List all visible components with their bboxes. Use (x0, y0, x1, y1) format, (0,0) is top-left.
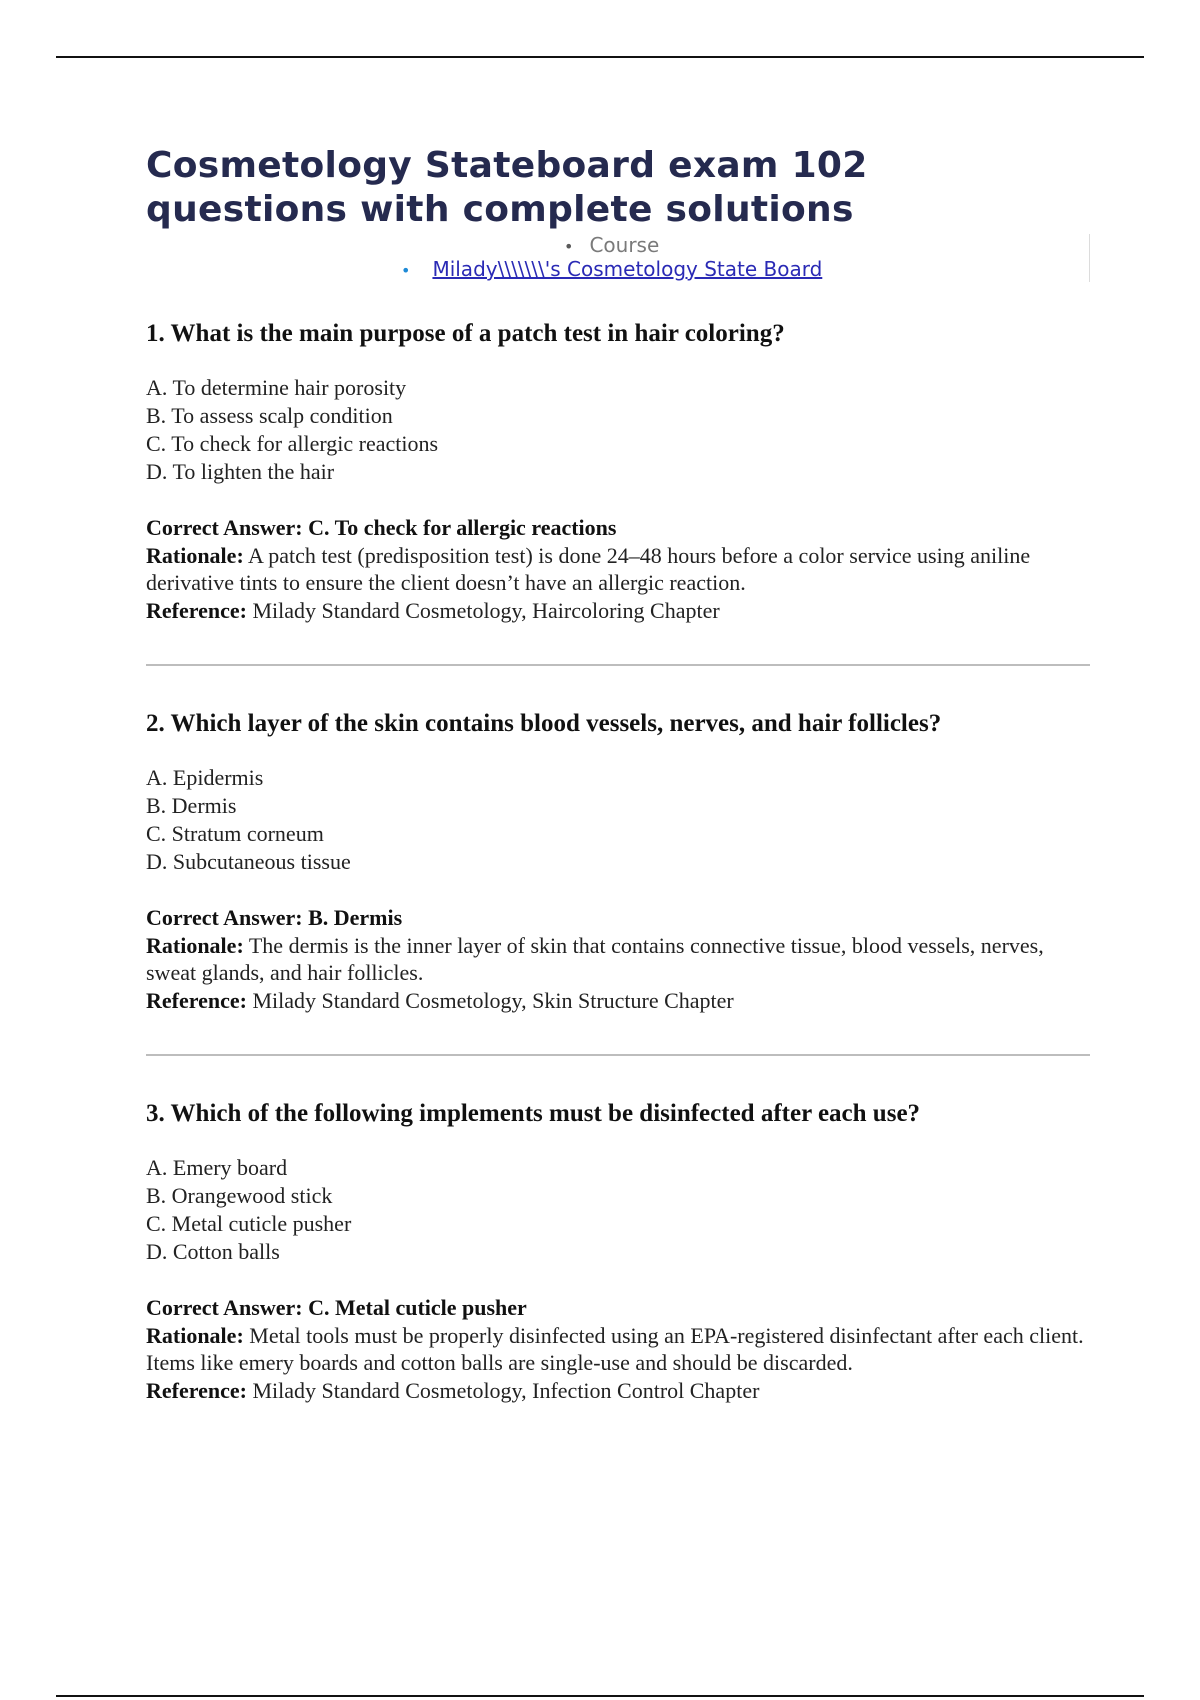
correct-answer: Correct Answer: B. Dermis (146, 905, 403, 930)
rationale (146, 1322, 1090, 1377)
course-link-row (401, 256, 822, 284)
course-label: Course (589, 233, 660, 257)
rationale (146, 542, 1090, 597)
option-c: C. Stratum corneum (146, 821, 324, 846)
section-divider (146, 1054, 1090, 1056)
page-title (146, 144, 1090, 232)
question-2 (146, 708, 1090, 1014)
option-b: B. Dermis (146, 793, 237, 818)
rationale-label: Rationale: (146, 1322, 244, 1348)
option-b: B. Orangewood stick (146, 1183, 333, 1208)
option-d: D. Subcutaneous tissue (146, 849, 351, 874)
question-title: 2. Which layer of the skin contains blood vessels, nerves, and hair follicles? (146, 710, 942, 737)
option-a: A. Emery board (146, 1155, 288, 1180)
reference (146, 597, 1090, 625)
course-meta (146, 232, 1090, 288)
course-link[interactable]: Milady\\\\\\\'s Cosmetology State Board (432, 257, 823, 281)
question-options (146, 764, 1090, 876)
reference-label: Reference: (146, 597, 247, 623)
option-d: D. Cotton balls (146, 1239, 280, 1264)
document-body (146, 144, 1090, 1404)
reference-label: Reference: (146, 1377, 247, 1403)
reference (146, 987, 1090, 1015)
option-c: C. Metal cuticle pusher (146, 1211, 352, 1236)
rationale-text: A patch test (predisposition test) is done 24–48 hours before a color service using aniline derivative tints to ensure the client doesn’t have an allergic reaction. (146, 542, 1031, 595)
top-rule (56, 56, 1144, 58)
question-title: 1. What is the main purpose of a patch test in hair coloring? (146, 320, 785, 347)
correct-answer: Correct Answer: C. To check for allergic reactions (146, 515, 617, 540)
answer-block (146, 1294, 1090, 1404)
rationale-text: The dermis is the inner layer of skin that contains connective tissue, blood vessels, nerves, sweat glands, and hair follicles. (146, 932, 1044, 985)
answer-block (146, 514, 1090, 624)
option-d: D. To lighten the hair (146, 459, 335, 484)
option-b: B. To assess scalp condition (146, 403, 393, 428)
bullet-icon: • (401, 261, 411, 280)
rationale-label: Rationale: (146, 932, 244, 958)
correct-answer: Correct Answer: C. Metal cuticle pusher (146, 1295, 527, 1320)
question-1 (146, 318, 1090, 624)
page-title-line-2: questions with complete solutions (146, 189, 854, 230)
option-c: C. To check for allergic reactions (146, 431, 439, 456)
question-3 (146, 1098, 1090, 1404)
bottom-rule (56, 1695, 1144, 1697)
rationale-label: Rationale: (146, 542, 244, 568)
reference-text: Milady Standard Cosmetology, Infection Control Chapter (246, 1377, 760, 1403)
answer-block (146, 904, 1090, 1014)
rationale-text: Metal tools must be properly disinfected using an EPA-registered disinfectant after each client. Items like emery boards and cotton balls are single-use and should be discarded. (146, 1322, 1084, 1375)
page-title-line-1: Cosmetology Stateboard exam 102 (146, 145, 868, 186)
section-divider (146, 664, 1090, 666)
option-a: A. To determine hair porosity (146, 375, 407, 400)
question-title: 3. Which of the following implements must be disinfected after each use? (146, 1100, 921, 1127)
reference (146, 1377, 1090, 1405)
reference-text: Milady Standard Cosmetology, Haircoloring Chapter (246, 597, 720, 623)
question-options (146, 374, 1090, 486)
reference-label: Reference: (146, 987, 247, 1013)
meta-divider (1089, 234, 1090, 282)
reference-text: Milady Standard Cosmetology, Skin Structure Chapter (246, 987, 734, 1013)
rationale (146, 932, 1090, 987)
option-a: A. Epidermis (146, 765, 264, 790)
question-options (146, 1154, 1090, 1266)
bullet-icon: • (564, 237, 574, 256)
